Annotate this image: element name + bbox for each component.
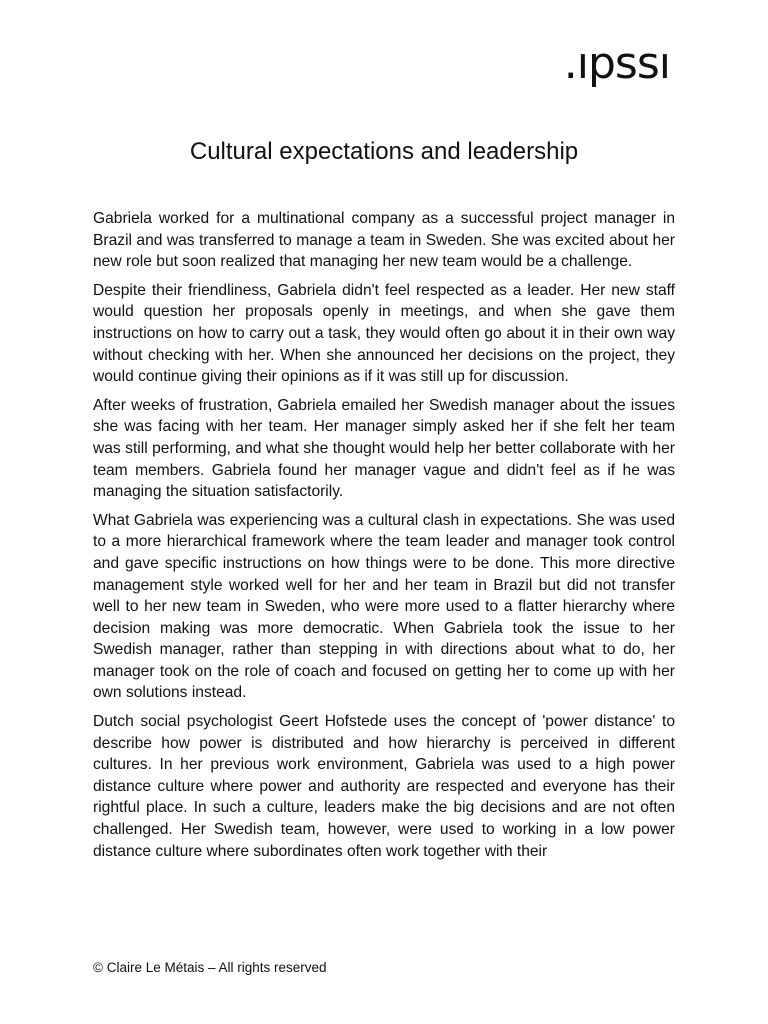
paragraph: What Gabriela was experiencing was a cultural clash in expectations. She was used to a more hierarchical framework where the team leader and manager took control and gave specific instructions on how things were to be done. This more directive management style worked well for her and her team in Brazil but did not transfer well to her new team in Sweden, who were more used to a flatter hierarchy where decision making was more democratic. When Gabriela took the issue to her Swedish manager, rather than stepping in with directions about what to do, her manager took on the role of coach and focused on getting her to come up with her own solutions instead. (93, 511, 675, 702)
page-title: Cultural expectations and leadership (189, 138, 579, 165)
article-body (93, 208, 675, 869)
paragraph: Dutch social psychologist Geert Hofstede uses the concept of 'power distance' to describe how power is distributed and how hierarchy is perceived in different cultures. In her previous work environment, Gabriela was used to a high power distance culture where power and authority are respected and everyone has their rightful place. In such a culture, leaders make the big decisions and are not often challenged. Her Swedish team, however, were used to working in a low power distance culture where subordinates often work together with their (93, 713, 675, 860)
paragraph: Gabriela worked for a multinational company as a successful project manager in Brazil and was transferred to manage a team in Sweden. She was excited about her new role but soon realized that managing her new team would be a challenge. (93, 210, 675, 271)
ipssi-logo: .ıpssı (563, 38, 670, 89)
paragraph: After weeks of frustration, Gabriela emailed her Swedish manager about the issues she was facing with her team. Her manager simply asked her if she felt her team was still performing, and what she thought would help her better collaborate with her team members. Gabriela found her manager vague and didn't feel as if he was managing the situation satisfactorily. (93, 396, 675, 501)
paragraph: Despite their friendliness, Gabriela didn't feel respected as a leader. Her new staff would question her proposals openly in meetings, and when she gave them instructions on how to carry out a task, they would often go about it in their own way without checking with her. When she announced her decisions on the project, they would continue giving their opinions as if it was still up for discussion. (93, 281, 675, 386)
copyright-footer: © Claire Le Métais – All rights reserved (93, 960, 327, 975)
